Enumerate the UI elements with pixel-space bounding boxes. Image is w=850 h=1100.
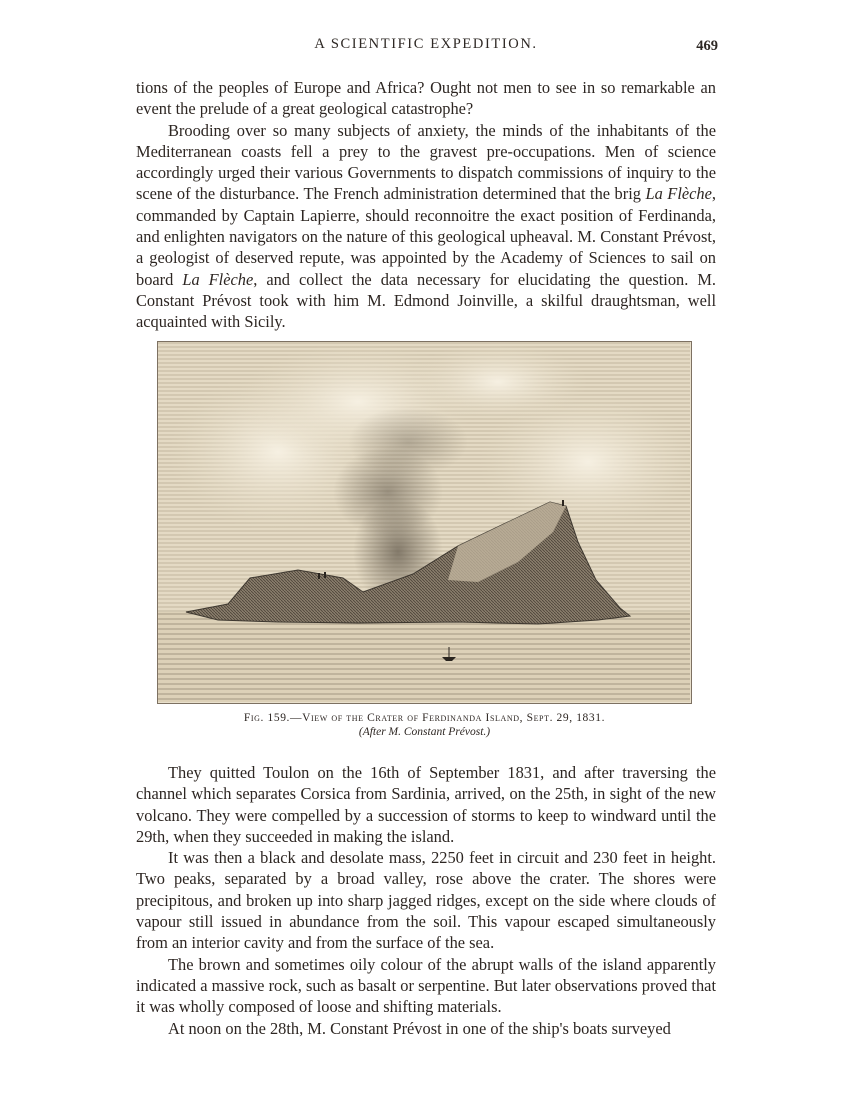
figure-caption — [157, 712, 692, 738]
volcanic-island-engraving — [158, 342, 690, 702]
paragraph-brooding — [136, 120, 716, 333]
text-run: , and collect the data necessary for elucidating the question. M. Constant Prévost took with him M. Edmond Joinville, a skilful draughtsman, well acquainted with Sicily. — [136, 269, 716, 332]
paragraph-colour: The brown and sometimes oily colour of the abrupt walls of the island apparently indicated a massive rock, such as basalt or serpentine. But later observations proved that it was wholly composed of loose and shifting materials. — [136, 954, 716, 1017]
page-number: 469 — [696, 38, 718, 54]
paragraph-noon: At noon on the 28th, M. Constant Prévost in one of the ship's boats surveyed — [168, 1018, 671, 1038]
paragraph-toulon: They quitted Toulon on the 16th of September 1831, and after traversing the channel which separates Corsica from Sardinia, arrived, on the 25th, in sight of the new volcano. They were compelled by a succession of storms to keep to windward until the 29th, when they succeeded in making the island. — [136, 763, 716, 846]
running-head — [136, 36, 716, 58]
caption-title: Fig. 159.—View of the Crater of Ferdinanda Island, Sept. 29, 1831. — [243, 712, 606, 724]
running-title: A SCIENTIFIC EXPEDITION. — [314, 36, 538, 52]
engraving-illustration — [157, 341, 692, 704]
ship-name: La Flèche — [645, 184, 712, 204]
ship-name: La Flèche — [182, 269, 254, 289]
caption-credit: (After M. Constant Prévost.) — [358, 726, 491, 738]
body-text-bottom — [136, 762, 716, 1039]
paragraph-black-mass: It was then a black and desolate mass, 2250 feet in circuit and 230 feet in height. Two peaks, separated by a broad valley, rose above the crater. The shores were precipitous, and broken up into sharp jagged ridges, except on the side where clouds of vapour still issued in abundance from the soil. This vapour escaped simultaneously from an interior cavity and from the surface of the sea. — [136, 848, 716, 953]
text-run: Brooding over so many subjects of anxiety, the minds of the inhabitants of the Mediterranean coasts fell a prey to the gravest pre-occupations. Men of science accordingly urged their various Governments to dispatch commissions of inquiry to the scene of the disturbance. The French administration determined that the brig — [136, 120, 716, 204]
text-run: , commanded by Captain Lapierre, should reconnoitre the exact position of Ferdinanda, and enlighten navigators on the nature of this geological upheaval. M. Constant Prévost, a geologist of deserved repute, was appointed by the Academy of Sciences to sail on board — [136, 184, 717, 289]
body-text-top — [136, 77, 716, 333]
paragraph-continued: tions of the peoples of Europe and Africa? Ought not men to see in so remarkable an event the prelude of a great geological catastrophe? — [136, 78, 716, 119]
